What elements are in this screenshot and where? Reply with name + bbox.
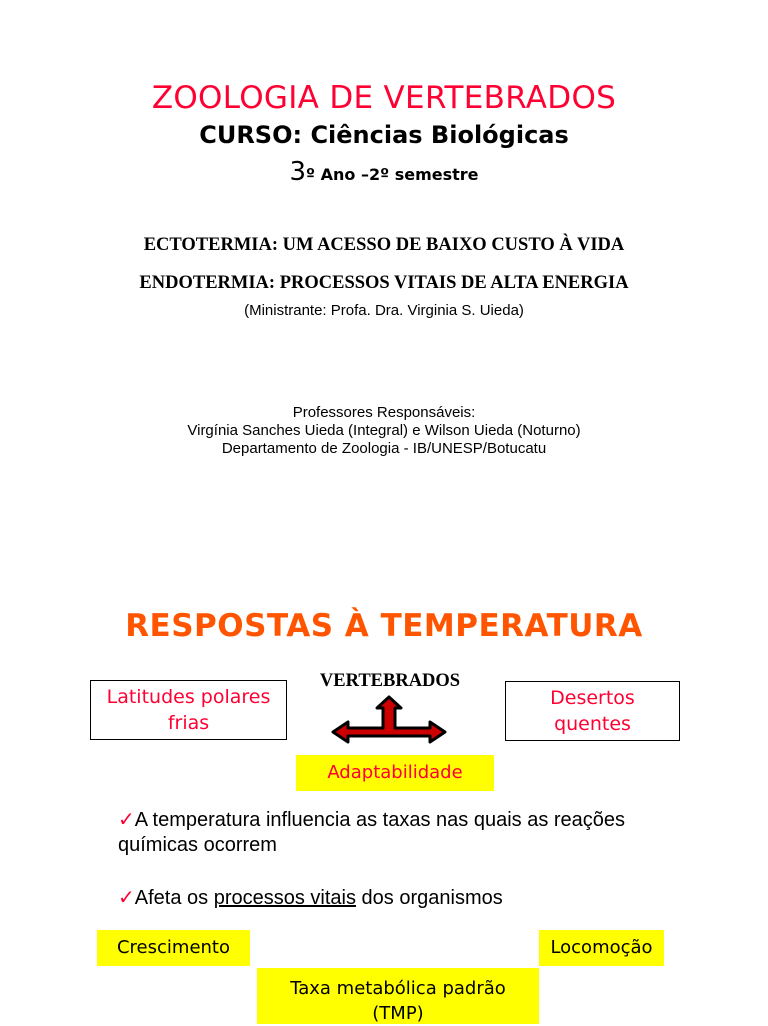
endothermy-heading: ENDOTERMIA: PROCESSOS VITAIS DE ALTA ENERGIA [139,273,629,293]
bullet2-suffix: dos organismos [355,887,503,909]
professors-names: Virgínia Sanches Uieda (Integral) e Wilson Uieda (Noturno) [187,422,581,439]
department-name: Departamento de Zoologia - IB/UNESP/Botucatu [221,440,547,457]
ectothermy-heading: ECTOTERMIA: UM ACESSO DE BAIXO CUSTO À VIDA [143,235,625,255]
growth-box: Crescimento [97,930,250,966]
bullet2-prefix: Afeta os [134,887,214,909]
tmp-line2: (TMP) [372,1003,424,1024]
locomotion-box: Locomoção [539,930,664,966]
professors-heading: Professores Responsáveis: [292,404,476,421]
adaptability-box: Adaptabilidade [296,755,494,791]
year-text: º Ano –2º semestre [306,165,479,184]
metabolic-rate-box [257,968,539,1024]
vertebrates-label: VERTEBRADOS [319,671,461,691]
bullet1-line2: químicas ocorrem [118,834,277,856]
year-number: 3 [289,157,307,187]
course-name: CURSO: Ciências Biológicas [199,121,569,149]
polar-line1: Latitudes polares [106,686,271,708]
checkmark-icon: ✓ [118,809,135,831]
bullet2-underlined: processos vitais [213,887,356,909]
polar-latitudes-box [90,680,287,740]
course-year [0,157,768,187]
bullet-temperature [118,808,718,858]
polar-line2: frias [167,712,210,734]
hot-deserts-box [505,681,680,741]
professors-block [0,404,768,458]
desert-line1: Desertos [550,687,635,709]
ministrante-note: (Ministrante: Profa. Dra. Virginia S. Uieda) [244,302,524,319]
three-way-arrow-icon [330,694,448,746]
checkmark-icon: ✓ [118,887,135,909]
bullet-vital-processes [118,886,503,911]
tmp-line1: Taxa metabólica padrão [290,978,506,999]
temperature-title: RESPOSTAS À TEMPERATURA [125,608,643,644]
bullet1-line1: A temperatura influencia as taxas nas quais as reações [134,809,626,831]
desert-line2: quentes [554,713,631,735]
course-title: ZOOLOGIA DE VERTEBRADOS [151,80,617,116]
